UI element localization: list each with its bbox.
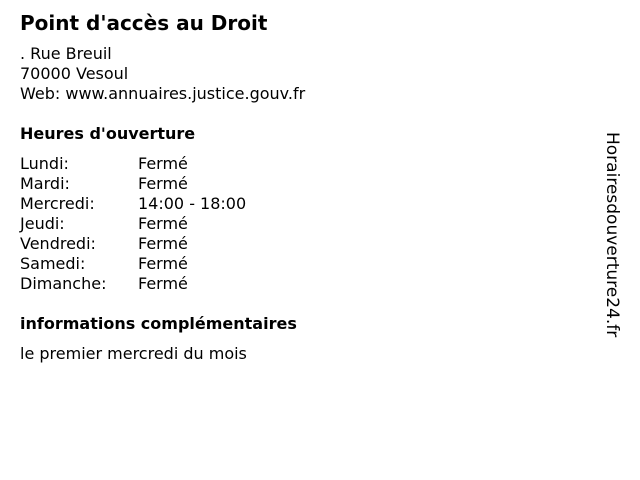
info-heading: informations complémentaires: [20, 314, 297, 333]
city-address: 70000 Vesoul: [20, 64, 129, 83]
hours-row-saturday: [20, 254, 246, 274]
day-label: Mardi:: [20, 174, 70, 193]
day-label: Lundi:: [20, 154, 69, 173]
day-label: Jeudi:: [20, 214, 65, 233]
day-label: Dimanche:: [20, 274, 107, 293]
hours-row-monday: [20, 154, 246, 174]
info-text: le premier mercredi du mois: [20, 344, 247, 363]
hours-value: Fermé: [138, 234, 188, 253]
hours-row-wednesday: [20, 194, 246, 214]
web-address: Web: www.annuaires.justice.gouv.fr: [20, 84, 306, 103]
day-label: Samedi:: [20, 254, 86, 273]
hours-value: Fermé: [138, 174, 188, 193]
hours-row-sunday: [20, 274, 246, 294]
hours-value: Fermé: [138, 274, 188, 293]
day-label: Mercredi:: [20, 194, 95, 213]
hours-row-thursday: [20, 214, 246, 234]
hours-row-tuesday: [20, 174, 246, 194]
day-label: Vendredi:: [20, 234, 96, 253]
hours-table: [20, 154, 246, 294]
hours-value: Fermé: [138, 254, 188, 273]
hours-value: Fermé: [138, 214, 188, 233]
site-watermark: Horairesdouverture24.fr: [602, 132, 622, 338]
hours-row-friday: [20, 234, 246, 254]
address-block: [20, 44, 305, 104]
street-address: . Rue Breuil: [20, 44, 112, 63]
hours-value: 14:00 - 18:00: [138, 194, 247, 213]
hours-heading: Heures d'ouverture: [20, 124, 196, 143]
page-title: Point d'accès au Droit: [20, 11, 268, 35]
hours-value: Fermé: [138, 154, 188, 173]
